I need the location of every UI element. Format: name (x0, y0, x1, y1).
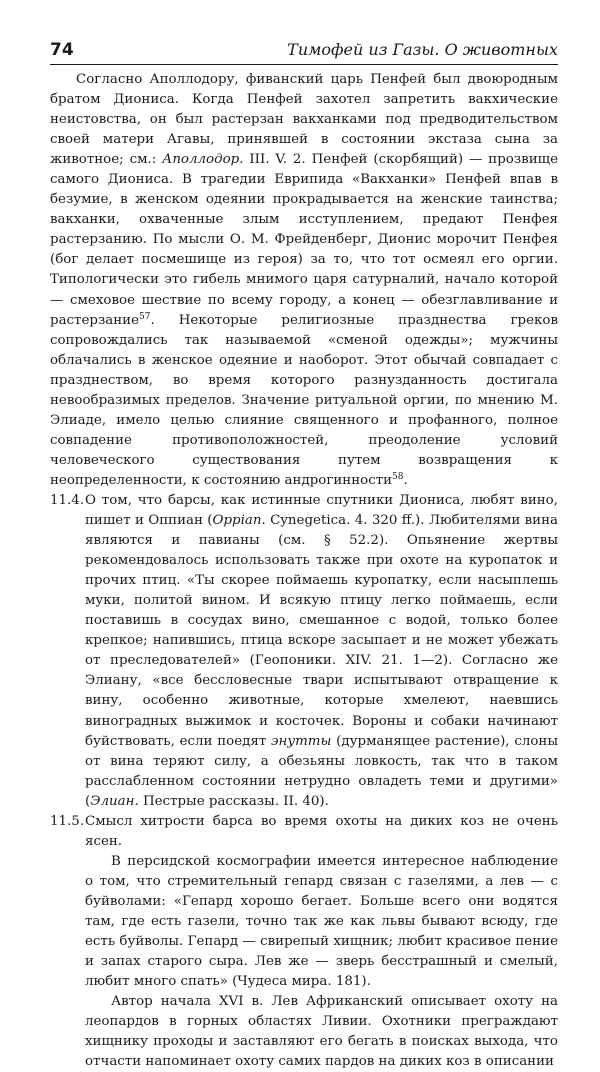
italic-plant-name: энутты (271, 733, 332, 749)
italic-source-apollodorus: Аполлодор (162, 152, 240, 168)
note-11-4 (50, 491, 558, 812)
footnote-ref-58: 58 (392, 471, 404, 482)
text-run: . Пестрые рассказы. II. 40). (134, 793, 329, 809)
text-run: . Некоторые религиозные празднества греков сопровождались так называемой «сменой одежды»; мужчины облачались в женское одеяние и наоборот. Этот обычай совпадает с празднеством, во время которого разнузданность достигала невообразимых пределов. Значение ритуальной оргии, по мнению М. Элиаде, имело целью слияние священного и профанного, полное совпадение противоположностей, преодоление условий человеческого существования путем возвращения к неопределенности, к состоянию андрогинности (50, 312, 558, 488)
note-paragraph: Смысл хитрости барса во время охоты на диких коз не очень ясен. (85, 813, 558, 849)
footnote-ref-57: 57 (139, 311, 151, 322)
note-paragraph: Автор начала XVI в. Лев Африканский описывает охоту на леопардов в горных областях Ливии. Охотники преграждают хищнику проходы и заставляют его бегать в поисках выхода, что отчасти напоминает охоту самих пардов на диких коз в описании (85, 994, 558, 1070)
note-paragraph: В персидской космографии имеется интересное наблюдение о том, что стремительный гепард связан с газелями, а лев — с буйволами: «Гепард хорошо бегает. Больше всего они водятся там, где есть газели, точно так же как львы бывают всюду, где есть буйволы. Гепард — свирепый хищник; любит красивое пение и запах старого сыра. Лев же — зверь бесстрашный и смелый, любит много спать» (Чудеса мира. 181). (85, 853, 558, 990)
note-number: 11.4. (50, 492, 85, 508)
text-run: . Cynegetica. 4. 320 ff.). Любителями вина являются и павианы (см. § 52.2). Опьянение жертвы рекомендовалось использовать также при охоте на куропаток и прочих птиц. «Ты скорее поймаешь куропатку, если насыплешь муки, политой вином. И всякую птицу легко поймаешь, если поставишь в сосудах вино, смешанное с водой, только более крепкое; напившись, птица вскоре засыпает и не может убежать от преследователей» (Геопоники. XIV. 21. 1—2). Согласно же Элиану, «все бессловесные твари испытывают отвращение к вину, особенно животные, которые хмелеют, наевшись виноградных выжимок и косточек. Вороны и собаки начинают буйствовать, если поедят (85, 513, 559, 749)
note-11-5 (50, 812, 558, 1072)
running-title: Тимофей из Газы. О животных (287, 40, 558, 59)
text-run: Согласно Аполлодору, фиванский царь Пенфей был двоюродным братом Диониса. Когда Пенфей захотел запретить вакхические неистовства, он был растерзан вакханками под предводительством своей матери Агавы, принявшей в состоянии экстаза сына за животное; см.: (50, 72, 558, 168)
text-run: О том, что барсы, как истинные спутники Диониса, любят вино, пишет и Оппиан ( (85, 492, 558, 529)
text-run: . (403, 472, 408, 488)
italic-source-aelian: Элиан (90, 793, 135, 809)
text-run: . III. V. 2. Пенфей (скорбящий) — прозвище самого Диониса. В трагедии Еврипида «Вакханки» Пенфей впав в безумие, в женском одеянии прокрадывается на женские таинства; вакханки, охваченные злым исступлением, предают Пенфея растерзанию. По мысли О. М. Фрейденберг, Дионис морочит Пенфея (бог делает посмешище из героя) за то, что тот осмеял его оргии. Типологически это гибель мнимого царя сатурналий, начало которой — смеховое шествие по всему городу, а конец — обезглавливание и растерзание (50, 152, 558, 328)
text-run: (дурманящее растение), слоны от вина теряют силу, а обезьяны ловкость, так что в таком расслабленном состоянии нетрудно овладеть теми и другими» ( (85, 733, 558, 809)
page-number: 74 (50, 40, 74, 60)
paragraph-penthe (50, 70, 558, 491)
page-header (50, 38, 558, 65)
note-paragraph (85, 491, 558, 812)
italic-source-oppian: Oppian (212, 513, 262, 529)
note-number: 11.5. (50, 813, 85, 829)
body-text (50, 70, 558, 1072)
